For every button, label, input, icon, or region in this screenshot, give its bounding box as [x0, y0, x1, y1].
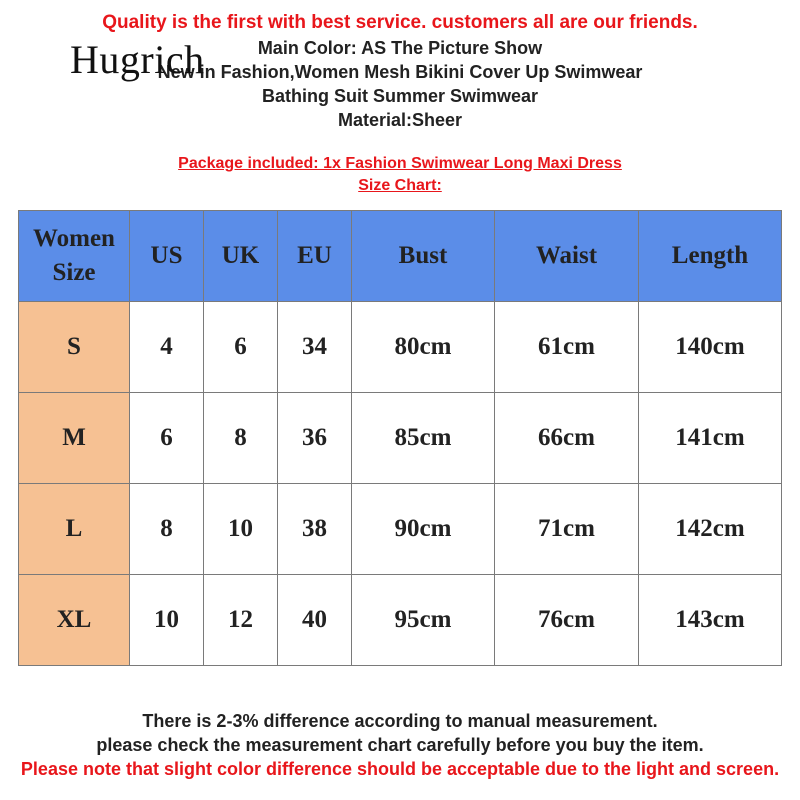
table-cell: 36 [278, 393, 352, 484]
table-cell: 8 [204, 393, 278, 484]
product-title-line1: New in Fashion,Women Mesh Bikini Cover Up Swimwear [157, 62, 643, 82]
header-cell: Waist [495, 211, 639, 302]
tagline: Quality is the first with best service. customers all are our friends. [102, 12, 698, 33]
product-title-line2: Bathing Suit Summer Swimwear [261, 86, 539, 106]
header-cell: Length [639, 211, 782, 302]
table-cell: 90cm [352, 484, 495, 575]
package-included: Package included: 1x Fashion Swimwear Long Maxi Dress [178, 155, 622, 172]
table-cell: 4 [130, 302, 204, 393]
size-cell: M [19, 393, 130, 484]
size-cell: XL [19, 575, 130, 666]
table-cell: 34 [278, 302, 352, 393]
table-row [19, 393, 782, 484]
material: Material:Sheer [337, 110, 463, 130]
table-cell: 40 [278, 575, 352, 666]
table-cell: 38 [278, 484, 352, 575]
table-cell: 76cm [495, 575, 639, 666]
table-cell: 141cm [639, 393, 782, 484]
header-cell: EU [278, 211, 352, 302]
size-chart-table [18, 210, 782, 666]
footer-note-color: Please note that slight color difference should be acceptable due to the light and screen. [20, 759, 780, 779]
table-cell: 142cm [639, 484, 782, 575]
table-cell: 6 [204, 302, 278, 393]
table-cell: 8 [130, 484, 204, 575]
header-cell: UK [204, 211, 278, 302]
size-cell: S [19, 302, 130, 393]
table-cell: 80cm [352, 302, 495, 393]
table-cell: 61cm [495, 302, 639, 393]
table-cell: 71cm [495, 484, 639, 575]
table-cell: 143cm [639, 575, 782, 666]
table-cell: 140cm [639, 302, 782, 393]
header-women-size: Women Size [19, 211, 130, 302]
watermark-logo: Hugrich [70, 37, 205, 82]
table-row [19, 575, 782, 666]
footer-note-measurement: There is 2-3% difference according to manual measurement. [142, 711, 658, 731]
table-cell: 66cm [495, 393, 639, 484]
table-cell: 6 [130, 393, 204, 484]
footer-note-check-chart: please check the measurement chart carefully before you buy the item. [96, 735, 704, 755]
table-cell: 10 [130, 575, 204, 666]
table-cell: 95cm [352, 575, 495, 666]
table-row [19, 302, 782, 393]
table-header-row [19, 211, 782, 302]
table-cell: 85cm [352, 393, 495, 484]
main-color: Main Color: AS The Picture Show [257, 38, 543, 58]
table-row [19, 484, 782, 575]
size-cell: L [19, 484, 130, 575]
header-cell: Bust [352, 211, 495, 302]
table-cell: 12 [204, 575, 278, 666]
table-cell: 10 [204, 484, 278, 575]
size-chart-label: Size Chart: [358, 177, 442, 194]
header-cell: US [130, 211, 204, 302]
